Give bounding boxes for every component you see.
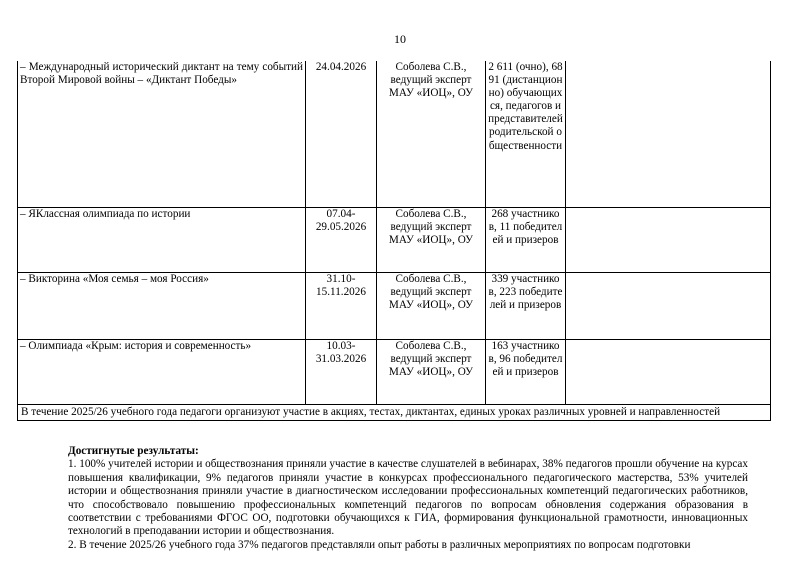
table-row <box>18 207 771 272</box>
event-participants: 2 611 (очно), 6891 (дистанционно) обучающихся, педагогов и представителей родительской общественности <box>486 61 566 207</box>
table-row <box>18 339 771 404</box>
empty-cell <box>566 339 771 404</box>
table-row <box>18 61 771 207</box>
event-participants: 339 участников, 223 победителей и призеров <box>486 272 566 339</box>
event-participants: 163 участников, 96 победителей и призеров <box>486 339 566 404</box>
table-row <box>18 272 771 339</box>
table-footer-row <box>18 404 771 420</box>
empty-cell <box>566 61 771 207</box>
results-section <box>68 445 748 552</box>
event-participants: 268 участников, 11 победителей и призеров <box>486 207 566 272</box>
event-date: 24.04.2026 <box>306 61 377 207</box>
events-table <box>17 61 771 421</box>
event-responsible: Соболева С.В., ведущий эксперт МАУ «ИОЦ», ОУ <box>377 207 486 272</box>
event-responsible: Соболева С.В., ведущий эксперт МАУ «ИОЦ», ОУ <box>377 61 486 207</box>
event-name: – Викторина «Моя семья – моя Россия» <box>18 272 306 339</box>
results-paragraph: 1. 100% учителей истории и обществознания приняли участие в качестве слушателей в вебинарах, 38% педагогов прошли обучение на курсах повышения квалификации, 9% педагогов приняли участие в конкурсах профессионального педагогического мастерства, 53% учителей истории и обществознания приняли участие в диагностическом исследовании профессиональных компетенций педагогических работников, что способствовало повышению профессиональных компетенций педагогов по вопросам обновления содержания образования в соответствии с требованиями ФГОС ОО, подготовки обучающихся к ГИА, формирования функциональной грамотности, инновационных технологий в преподавании истории и обществознания. <box>68 458 748 538</box>
event-date: 07.04-29.05.2026 <box>306 207 377 272</box>
event-responsible: Соболева С.В., ведущий эксперт МАУ «ИОЦ», ОУ <box>377 339 486 404</box>
table-footer-note: В течение 2025/26 учебного года педагоги организуют участие в акциях, тестах, диктантах, единых уроках различных уровней и направленностей <box>18 404 771 420</box>
empty-cell <box>566 272 771 339</box>
event-date: 31.10-15.11.2026 <box>306 272 377 339</box>
event-date: 10.03-31.03.2026 <box>306 339 377 404</box>
event-responsible: Соболева С.В., ведущий эксперт МАУ «ИОЦ», ОУ <box>377 272 486 339</box>
event-name: – Олимпиада «Крым: история и современность» <box>18 339 306 404</box>
results-paragraph: 2. В течение 2025/26 учебного года 37% педагогов представляли опыт работы в различных мероприятиях по вопросам подготовки <box>68 538 691 551</box>
results-title: Достигнутые результаты: <box>68 445 199 457</box>
page-number: 10 <box>394 32 406 46</box>
event-name: – ЯКлассная олимпиада по истории <box>18 207 306 272</box>
event-name: – Международный исторический диктант на тему событий Второй Мировой войны – «Диктант Победы» <box>18 61 306 207</box>
empty-cell <box>566 207 771 272</box>
